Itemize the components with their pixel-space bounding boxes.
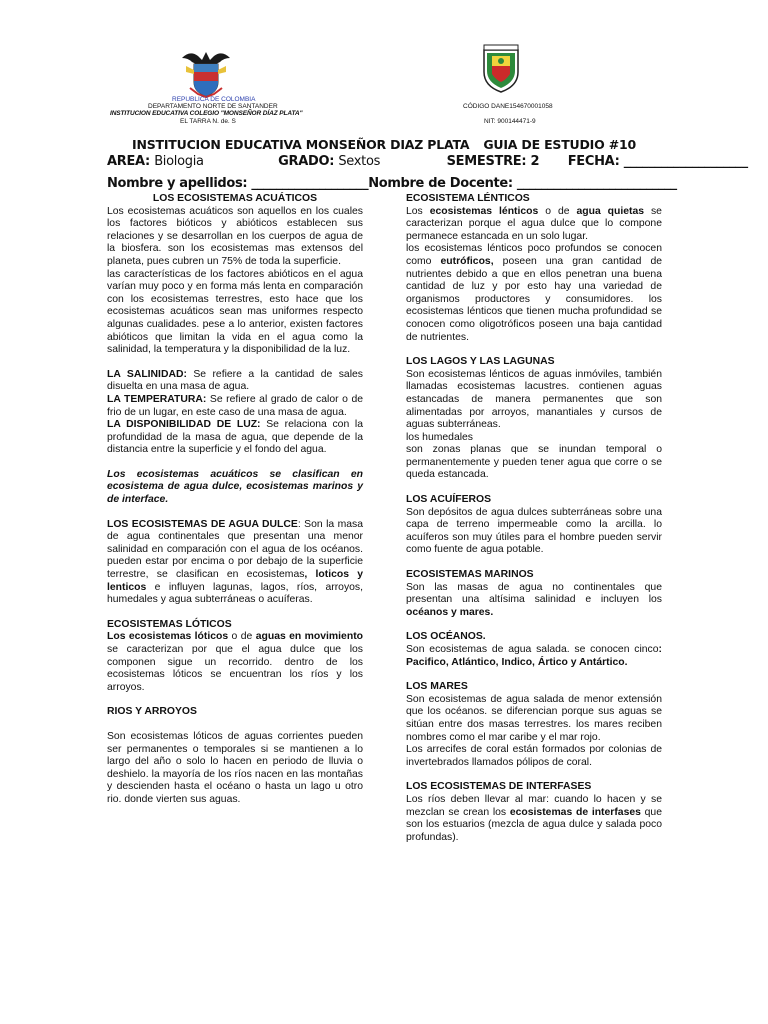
paragraph: Los ecosistemas acuáticos son aquellos en los cuales los factores bióticos y abióticos establecen sus relaciones y se desarrollan en los cuerpos de agua de la biosfera. son los ecosistemas mas extensos del planeta, pues cubren un 75% de toda la superficie.	[107, 205, 363, 267]
section-title-lentic: ECOSISTEMA LÉNTICOS	[406, 193, 530, 204]
interfaces-paragraph: Los ríos deben llevar al mar: cuando lo hacen y se mezclan se crean los ecosistemas de interfases que son los estuarios (mezcla de agua dulce y salada poco profundas).	[406, 793, 662, 843]
document-header	[0, 0, 768, 135]
aquifers-paragraph: Son depósitos de agua dulces subterráneas sobre una capa de terreno impermeable como la arcilla. lo acuíferos son muy útiles para el hombre pueden servir como fuente de agua potable.	[406, 506, 662, 556]
coral-paragraph: Los arrecifes de coral están formados por colonias de invertebrados llamados pólipos de coral.	[406, 744, 662, 768]
section-title-marine: ECOSISTEMAS MARINOS	[406, 569, 534, 581]
town-label: EL TARRA N. de. S	[180, 118, 236, 125]
nit-number: NIT: 900144471-9	[484, 118, 536, 125]
lentic-paragraph: Los ecosistemas lénticos o de agua quietas se caracterizan porque el agua dulce que lo compone permanece estancada en un solo lugar.	[406, 205, 662, 242]
teacher-name-field: Nombre de Docente: __________________________	[368, 176, 677, 191]
institution-small-label: INSTITUCION EDUCATIVA COLEGIO "MONSEÑOR DÍAZ PLATA"	[110, 110, 303, 117]
name-row	[107, 176, 677, 191]
lotic-paragraph: Los ecosistemas lóticos o de aguas en movimiento se caracterizan por que el agua dulce que los componen sigue un recorrido. dentro de los ecosistemas lóticos se encuentran los ríos y los arroyos.	[107, 631, 363, 693]
semester-label: SEMESTRE: 2	[446, 154, 540, 169]
wetlands-paragraph: son zonas planas que se inundan temporal o permanentemente y pueden tener agua que corre o se queda estancada.	[406, 444, 662, 481]
area-label: AREA:	[107, 154, 150, 169]
institution-title: INSTITUCION EDUCATIVA MONSEÑOR DIAZ PLATA	[132, 137, 470, 152]
date-field: FECHA: ____________________	[567, 154, 748, 169]
marine-paragraph: Son las masas de agua no continentales que presentan una altísima salinidad e incluyen los océanos y mares.	[406, 581, 662, 618]
guide-number: GUIA DE ESTUDIO #10	[483, 137, 636, 152]
section-title-lotic: ECOSISTEMAS LÓTICOS	[107, 618, 232, 630]
colombia-coat-of-arms-icon	[180, 44, 232, 100]
page-title	[0, 137, 768, 152]
grade-label: GRADO:	[278, 154, 335, 169]
republic-label: REPUBLICA DE COLOMBIA	[172, 96, 256, 103]
section-title-aquifers: LOS ACUÍFEROS	[406, 494, 492, 506]
section-title-seas: LOS MARES	[406, 681, 468, 693]
section-title-lakes: LOS LAGOS Y LAS LAGUNAS	[406, 356, 555, 368]
classification-note: Los ecosistemas acuáticos se clasifican en ecosistema de agua dulce, ecosistemas marinos y de interface.	[107, 468, 363, 506]
grade-value: Sextos	[338, 154, 381, 169]
temperature-definition: LA TEMPERATURA: Se refiere al grado de calor o de frio de un lugar, en este caso de una masa de agua.	[107, 393, 364, 418]
paragraph: las características de los factores abióticos en el agua varían muy poco y en forma más lenta en comparación con los ecosistemas terrestres, esto hace que los ecosistemas acuáticos sean mas uniformes respecto algunas cualidades. pese a lo anterior, existen factores abióticos que limitan la vida en el agua como la salinidad, la temperatura y la disponibilidad de la luz.	[107, 268, 363, 356]
section-title-aquatic: LOS ECOSISTEMAS ACUÁTICOS	[152, 193, 318, 204]
school-shield-icon	[480, 44, 522, 94]
student-name-field: Nombre y apellidos: ___________________	[107, 176, 369, 191]
section-title-rivers: RIOS Y ARROYOS	[107, 706, 197, 718]
section-title-oceans: LOS OCÉANOS.	[406, 631, 486, 643]
light-definition: LA DISPONIBILIDAD DE LUZ: Se relaciona con la profundidad de la masa de agua, que depende de la distancia entre la superficie y el fondo del agua.	[107, 419, 364, 456]
right-column	[406, 193, 662, 844]
area-row	[107, 154, 748, 169]
salinity-definition: LA SALINIDAD: Se refiere a la cantidad de sales disuelta en una masa de agua.	[107, 368, 363, 393]
department-label: DEPARTAMENTO NORTE DE SANTANDER	[148, 103, 278, 110]
left-column	[107, 193, 363, 807]
area-value: Biologia	[154, 154, 204, 169]
lentic-paragraph-2: los ecosistemas lénticos poco profundos se conocen como eutróficos, poseen una gran cantidad de nutrientes debido a que en ellos penetran una buena cantidad de luz y por esto hay una variedad de organismos productores y consumidores. los ecosistemas lénticos que tienen mucha profundidad se conocen como oligotróficos poseen una baja cantidad de nutrientes.	[406, 243, 663, 343]
section-title-interfaces: LOS ECOSISTEMAS DE INTERFASES	[406, 781, 592, 793]
lakes-paragraph: Son ecosistemas lénticos de aguas inmóviles, también llamadas ecosistemas lacustres. contienen aguas estancadas de manera permanentes que son alimentadas por arroyos, manantiales y cursos de aguas subterráneas.	[406, 368, 662, 431]
wetlands-label: los humedales	[406, 431, 474, 443]
rivers-paragraph: Son ecosistemas lóticos de aguas corrientes pueden ser permanentes o temporales si se mantienen a lo largo del año o solo lo hacen en periodo de lluvia o deshielo. la mayoría de los ríos nacen en las montañas y descienden hasta el océano o hasta un lago u otro rio. donde vierten sus aguas.	[107, 730, 363, 805]
freshwater-paragraph: LOS ECOSISTEMAS DE AGUA DULCE: Son la masa de agua continentales que presentan una menor salinidad en comparación con el agua de los océanos. pueden estar por encima o por debajo de la superficie terrestre, se clasifican en ecosistemas, loticos y lenticos e influyen lagunas, lagos, ríos, arroyos, humedales y agua subterráneas o acuíferas.	[107, 518, 364, 606]
oceans-paragraph: Son ecosistemas de agua salada. se conocen cinco: Pacifico, Atlántico, Indico, Ártico y Antártico.	[406, 644, 662, 668]
dane-code: CÓDIGO DANE154670001058	[463, 103, 553, 110]
seas-paragraph: Son ecosistemas de agua salada de menor extensión que los océanos. se diferencian porque sus aguas se sitúan entre dos masas terrestres. los mares reciben nombres como el mar caribe y el mar rojo.	[406, 693, 662, 743]
